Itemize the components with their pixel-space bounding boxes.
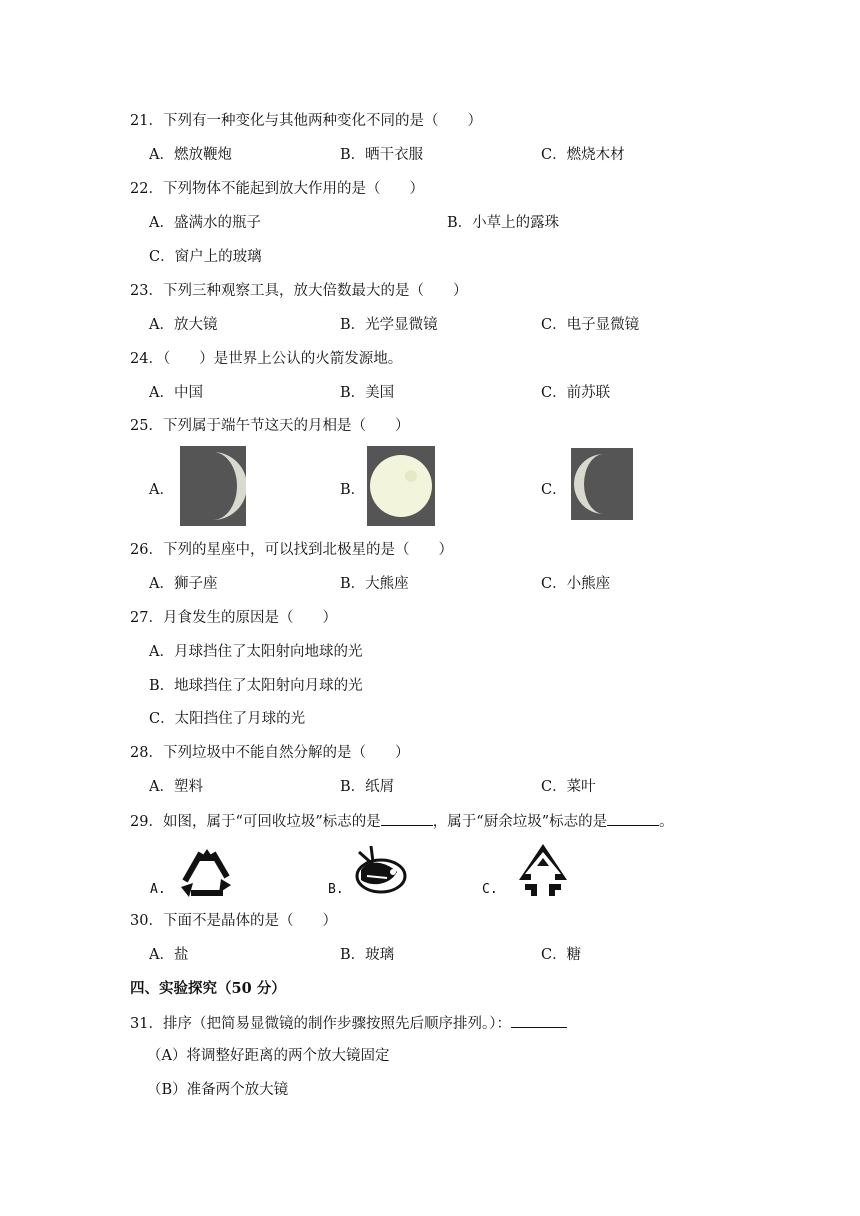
moon-phase-c-image	[571, 448, 633, 524]
q27-option-b: B．地球挡住了太阳射向月球的光	[149, 678, 363, 694]
q31-step-b: （B）准备两个放大镜	[147, 1082, 289, 1098]
q25-stem: 25．下列属于端午节这天的月相是（ ）	[130, 418, 410, 434]
q23-stem: 23．下列三种观察工具，放大倍数最大的是（ ）	[130, 283, 468, 299]
q22-option-b: B．小草上的露珠	[447, 215, 560, 231]
recycle-arrows-symbol-icon	[515, 840, 571, 904]
q29-option-a: A.	[150, 882, 166, 897]
q31-step-a: （A）将调整好距离的两个放大镜固定	[147, 1048, 390, 1064]
q28-option-a: A．塑料	[149, 779, 203, 795]
q26-option-b: B．大熊座	[340, 576, 409, 592]
q26-stem: 26．下列的星座中，可以找到北极星的是（ ）	[130, 542, 453, 558]
q25-option-b: B．	[340, 482, 366, 498]
q29-answer-blank-1[interactable]	[381, 811, 433, 826]
q21-option-a: A．燃放鞭炮	[149, 147, 232, 163]
q25-option-c: C．	[541, 482, 567, 498]
q29-option-c: C.	[482, 882, 498, 897]
kitchen-waste-symbol-icon	[347, 842, 409, 902]
q29-stem	[130, 811, 674, 832]
q29-stem-part1: 29．如图，属于“可回收垃圾”标志的是	[130, 814, 381, 830]
section-4-title: 四、实验探究（50 分）	[130, 980, 286, 997]
q21-stem: 21．下列有一种变化与其他两种变化不同的是（ ）	[130, 113, 482, 129]
q28-option-c: C．菜叶	[541, 779, 596, 795]
q24-stem: 24．（ ）是世界上公认的火箭发源地。	[130, 351, 403, 367]
q27-stem: 27．月食发生的原因是（ ）	[130, 610, 337, 626]
q26-option-c: C．小熊座	[541, 576, 611, 592]
q23-option-a: A．放大镜	[149, 317, 218, 333]
moon-phase-a-image	[180, 446, 246, 530]
q29-answer-blank-2[interactable]	[607, 811, 659, 826]
q24-option-b: B．美国	[340, 385, 395, 401]
q21-option-b: B．晒干衣服	[340, 147, 424, 163]
q31-answer-blank[interactable]	[511, 1013, 567, 1028]
q30-option-c: C．糖	[541, 947, 582, 963]
q30-stem: 30．下面不是晶体的是（ ）	[130, 913, 337, 929]
q29-option-b: B.	[328, 882, 344, 897]
q31-stem-text: 31．排序（把简易显微镜的制作步骤按照先后顺序排列。）：	[130, 1016, 511, 1032]
q22-option-c: C．窗户上的玻璃	[149, 249, 262, 265]
q23-option-c: C．电子显微镜	[541, 317, 640, 333]
q28-option-b: B．纸屑	[340, 779, 395, 795]
q27-option-a: A．月球挡住了太阳射向地球的光	[149, 644, 363, 660]
q26-option-a: A．狮子座	[149, 576, 218, 592]
q28-stem: 28．下列垃圾中不能自然分解的是（ ）	[130, 745, 410, 761]
q30-option-a: A．盐	[149, 947, 189, 963]
q27-option-c: C．太阳挡住了月球的光	[149, 711, 306, 727]
q29-stem-part2: ，属于“厨余垃圾”标志的是	[432, 814, 608, 830]
q29-stem-part3: 。	[659, 814, 674, 830]
recycle-symbol-icon	[177, 847, 237, 903]
q24-option-c: C．前苏联	[541, 385, 611, 401]
q24-option-a: A．中国	[149, 385, 203, 401]
q22-option-a: A．盛满水的瓶子	[149, 215, 261, 231]
q23-option-b: B．光学显微镜	[340, 317, 438, 333]
q21-option-c: C．燃烧木材	[541, 147, 625, 163]
q22-stem: 22．下列物体不能起到放大作用的是（ ）	[130, 181, 424, 197]
q25-option-a: A．	[149, 482, 174, 498]
q31-stem	[130, 1013, 567, 1034]
q30-option-b: B．玻璃	[340, 947, 395, 963]
full-moon-image	[367, 446, 435, 530]
